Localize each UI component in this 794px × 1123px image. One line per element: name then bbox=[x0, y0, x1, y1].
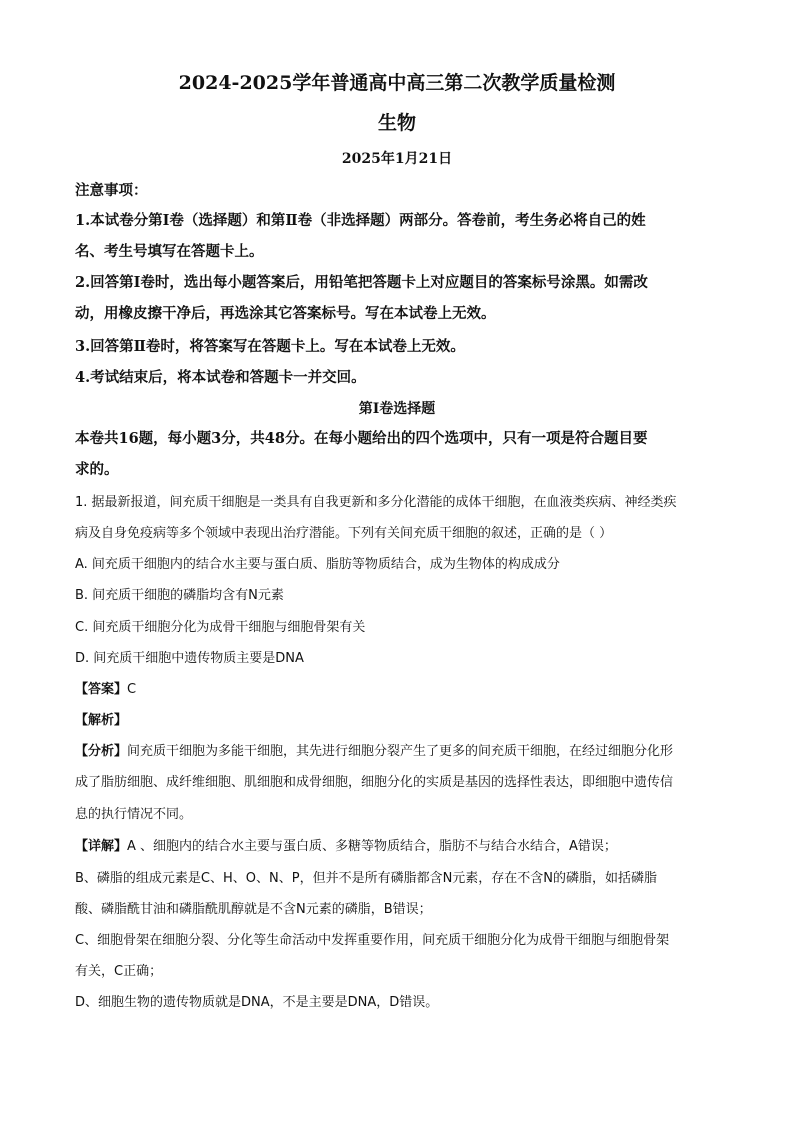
answer-tag: 【答案】 bbox=[75, 682, 128, 697]
fenxi-text: 成了脂肪细胞、成纤维细胞、肌细胞和成骨细胞，细胞分化的实质是基因的选择性表达，即细胞中遗传信 bbox=[75, 775, 674, 790]
notes-heading: 注意事项： bbox=[75, 182, 148, 199]
option-a: A. 间充质干细胞内的结合水主要与蛋白质、脂肪等物质结合，成为生物体的构成成分 bbox=[75, 557, 560, 572]
fenxi-text: 间充质干细胞为多能干细胞，其先进行细胞分裂产生了更多的间充质干细胞，在经过细胞分化形 bbox=[127, 744, 674, 759]
note-line: 名、考生号填写在答题卡上。 bbox=[75, 243, 264, 260]
fenxi-line bbox=[75, 745, 673, 758]
option-c: C. 间充质干细胞分化为成骨干细胞与细胞骨架有关 bbox=[75, 620, 366, 635]
section-instructions: 求的。 bbox=[75, 461, 119, 478]
answer-value: C bbox=[127, 682, 137, 697]
xiangjie-text: D、细胞生物的遗传物质就是DNA，不是主要是DNA，D错误。 bbox=[75, 995, 439, 1010]
option-d: D. 间充质干细胞中遗传物质主要是DNA bbox=[75, 651, 304, 666]
option-b: B. 间充质干细胞的磷脂均含有N元素 bbox=[75, 588, 284, 603]
analysis-tag: 【解析】 bbox=[75, 713, 128, 728]
section-instructions: 本卷共16题，每小题3分，共48分。在每小题给出的四个选项中，只有一项是符合题目要 bbox=[75, 430, 648, 447]
xiangjie-text: A 、细胞内的结合水主要与蛋白质、多糖等物质结合，脂肪不与结合水结合，A错误； bbox=[127, 839, 617, 854]
fenxi-tag: 【分析】 bbox=[75, 744, 128, 759]
fenxi-text: 息的执行情况不同。 bbox=[75, 807, 193, 822]
note-line: 1.本试卷分第Ⅰ卷（选择题）和第Ⅱ卷（非选择题）两部分。答卷前，考生务必将自己的姓 bbox=[75, 212, 646, 229]
note-line: 4.考试结束后，将本试卷和答题卡一并交回。 bbox=[75, 369, 366, 386]
exam-date: 2025年1月21日 bbox=[341, 151, 453, 167]
xiangjie-text: 酸、磷脂酰甘油和磷脂酰肌醇就是不含N元素的磷脂，B错误； bbox=[75, 902, 432, 917]
exam-title: 2024-2025学年普通高中高三第二次教学质量检测 bbox=[178, 72, 616, 94]
xiangjie-tag: 【详解】 bbox=[75, 839, 128, 854]
xiangjie-text: 有关，C正确； bbox=[75, 964, 163, 979]
section-title: 第Ⅰ卷选择题 bbox=[358, 401, 436, 417]
xiangjie-line bbox=[75, 840, 617, 853]
xiangjie-text: B、磷脂的组成元素是C、H、O、N、P，但并不是所有磷脂都含N元素，存在不含N的磷脂，如括磷脂 bbox=[75, 871, 658, 886]
subject-title: 生物 bbox=[377, 112, 416, 134]
note-line: 动，用橡皮擦干净后，再选涂其它答案标号。写在本试卷上无效。 bbox=[75, 305, 496, 322]
question-stem: 病及自身免疫病等多个领域中表现出治疗潜能。下列有关间充质干细胞的叙述，正确的是（ ） bbox=[75, 526, 613, 541]
answer-line bbox=[75, 683, 136, 696]
question-stem: 1. 据最新报道，间充质干细胞是一类具有自我更新和多分化潜能的成体干细胞，在血液类疾病、神经类疾 bbox=[75, 495, 677, 510]
note-line: 3.回答第Ⅱ卷时，将答案写在答题卡上。写在本试卷上无效。 bbox=[75, 338, 465, 355]
note-line: 2.回答第Ⅰ卷时，选出每小题答案后，用铅笔把答题卡上对应题目的答案标号涂黑。如需改 bbox=[75, 274, 648, 291]
xiangjie-text: C、细胞骨架在细胞分裂、分化等生命活动中发挥重要作用，间充质干细胞分化为成骨干细胞与细胞骨架 bbox=[75, 933, 670, 948]
